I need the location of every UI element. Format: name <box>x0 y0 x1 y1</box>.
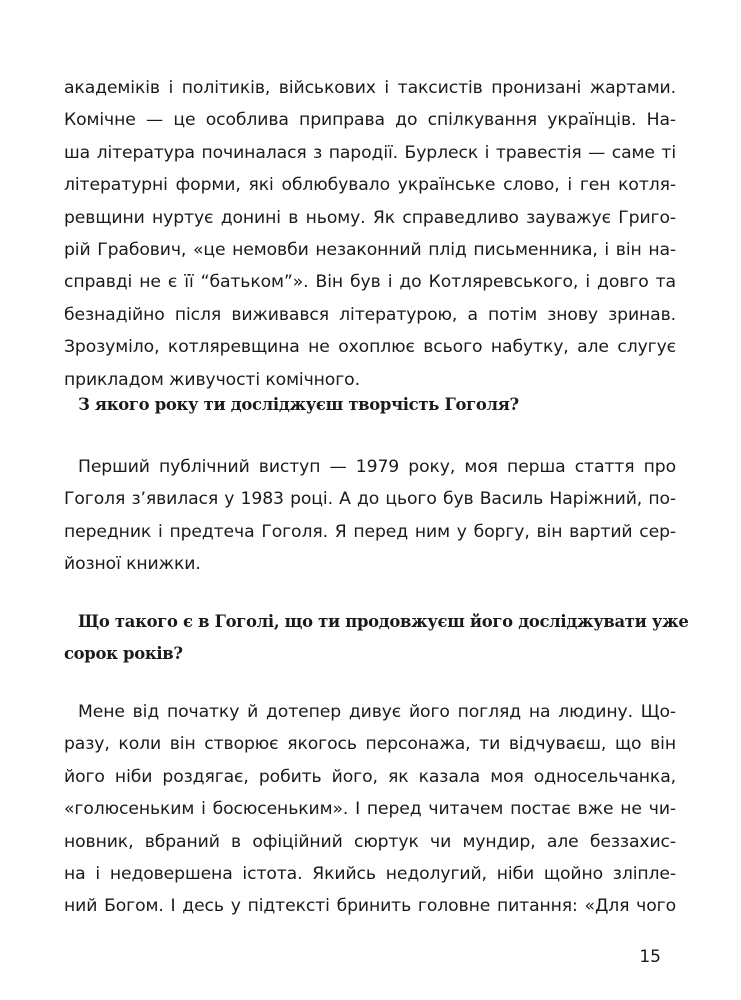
heading-line: Що такого є в Гоголі, що ти продовжуєш його досліджувати уже <box>78 612 689 631</box>
answer-2 <box>64 696 676 923</box>
text-line: прикладом живучості комічного. <box>64 369 360 390</box>
text-line: Перший публічний виступ — 1979 року, моя перша стаття про <box>78 457 676 477</box>
text-line: ша література починалася з пародії. Бурлеск і травестія — саме ті <box>64 142 676 163</box>
paragraph-1 <box>64 72 676 396</box>
text-line: передник і предтеча Гоголя. Я перед ним у боргу, він вартий сер- <box>64 521 676 542</box>
text-line: справді не є її “батьком”». Він був і до Котляревського, і довго та <box>64 272 676 293</box>
text-line: новник, вбраний в офіційний сюртук чи мундир, але беззахис- <box>64 831 676 852</box>
text-line: Зрозуміло, котляревщина не охоплює всього набутку, але слугує <box>64 337 676 358</box>
heading-line: сорок років? <box>64 644 183 664</box>
heading-line: З якого року ти досліджуєш творчість Гоголя? <box>78 395 519 414</box>
text-line: його ніби роздягає, робить його, як казала моя односельчанка, <box>64 766 676 787</box>
question-1-heading <box>64 389 676 421</box>
question-2-heading <box>64 606 689 671</box>
text-line: ний Богом. І десь у підтексті бринить головне питання: «Для чого <box>64 896 676 917</box>
text-line: літературні форми, які облюбувало українське слово, і ген котля- <box>64 175 676 196</box>
page-number: 15 <box>639 947 661 967</box>
text-line: Комічне — це особлива приправа до спілкування українців. На- <box>64 110 676 131</box>
text-line: йозної книжки. <box>64 554 201 575</box>
text-line: Гоголя з’явилася у 1983 році. А до цього був Василь Наріжний, по- <box>64 489 676 510</box>
answer-1 <box>64 451 676 581</box>
text-line: разу, коли він створює якогось персонажа, ти відчуваєш, що він <box>64 734 676 755</box>
text-line: ревщини нуртує донині в ньому. Як справедливо зауважує Григо- <box>64 207 676 228</box>
text-line: Мене від початку й дотепер дивує його погляд на людину. Що- <box>78 702 676 722</box>
text-line: рій Грабович, «це немовби незаконний плід письменника, і він на- <box>64 239 676 260</box>
text-line: «голюсеньким і босюсеньким». І перед читачем постає вже не чи- <box>64 799 676 820</box>
text-line: безнадійно після виживався літературою, а потім знову зринав. <box>64 304 676 325</box>
text-line: на і недовершена істота. Якийсь недолугий, ніби щойно зліпле- <box>64 863 676 884</box>
text-line: академіків і політиків, військових і таксистів пронизані жартами. <box>64 78 676 98</box>
